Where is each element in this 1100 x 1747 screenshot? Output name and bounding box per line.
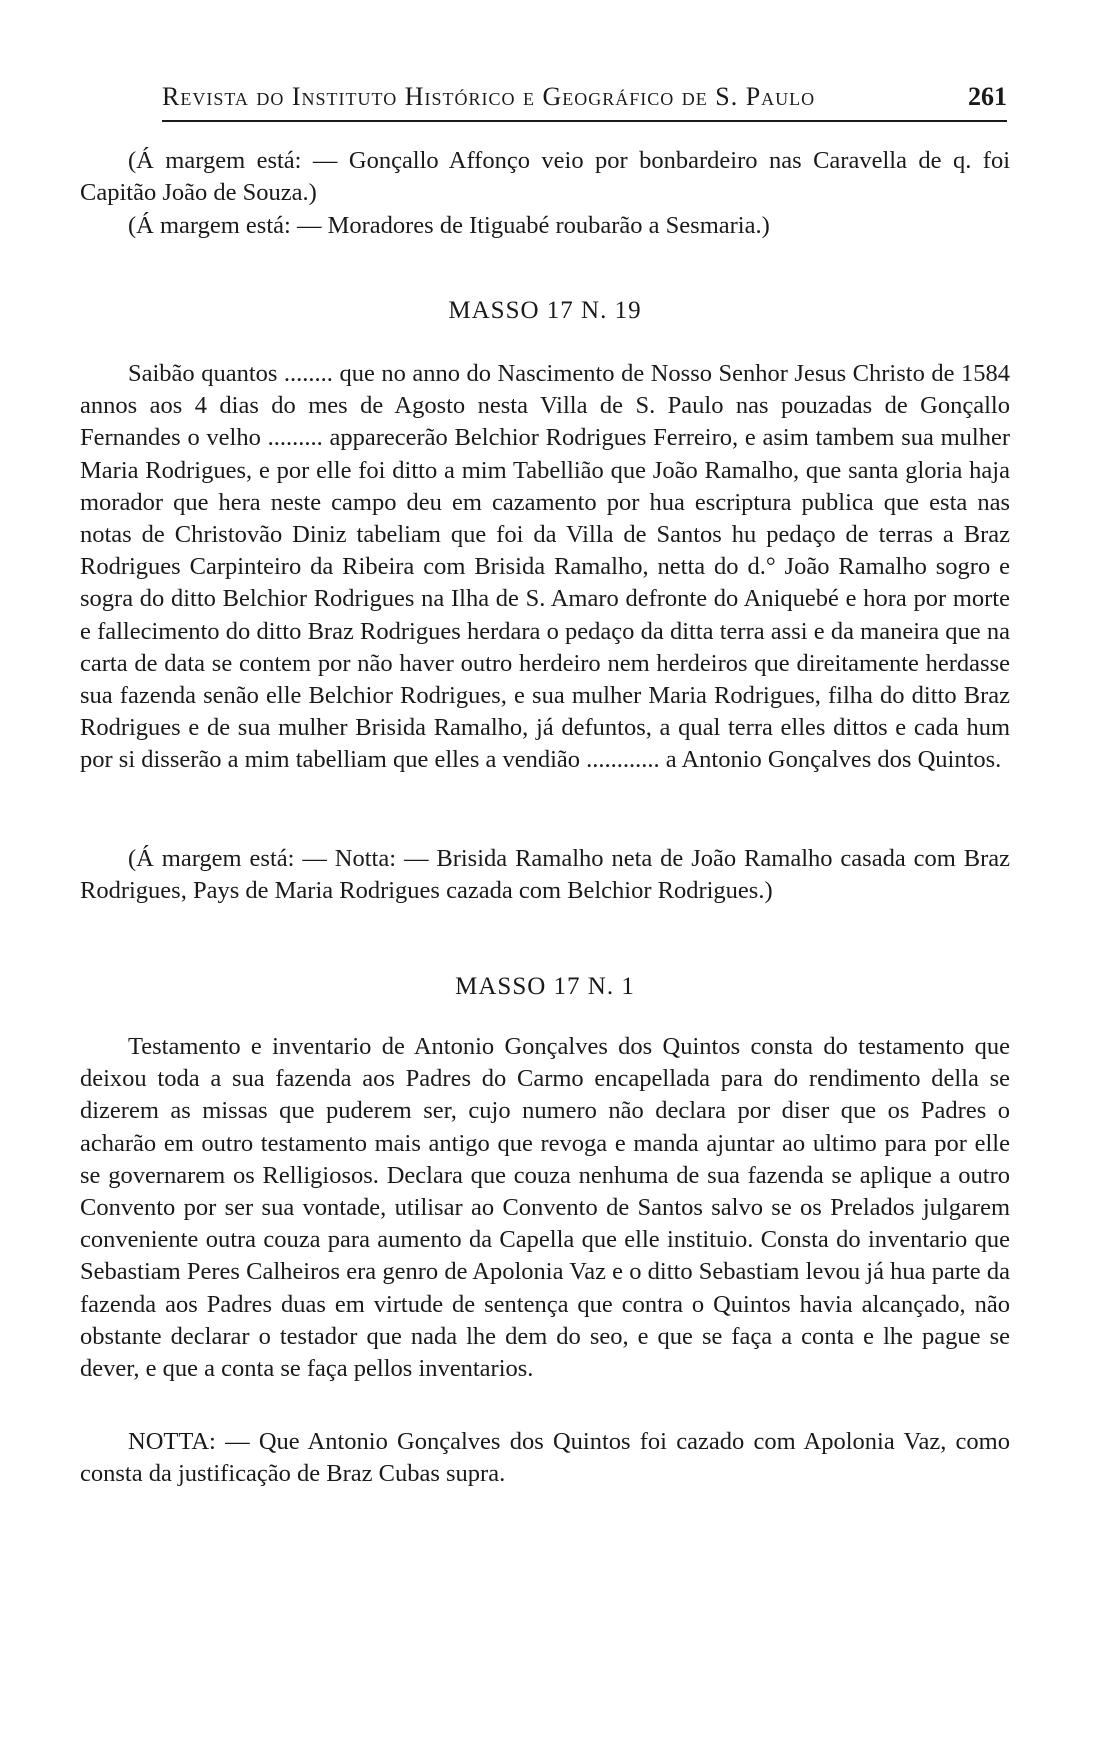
running-title: Revista do Instituto Histórico e Geográfico de S. Paulo	[162, 82, 816, 111]
body-paragraph-2: Testamento e inventario de Antonio Gonçalves dos Quintos consta do testamento que deixou toda a sua fazenda aos Padres do Carmo encapellada para do rendimento della se dizerem as missas que puderem ser, cujo numero não declara por diser que os Padres o acharão em outro testamento mais antigo que revoga e manda ajuntar ao ultimo para por elle se governarem os Relligiosos. Declara que couza nenhuma de sua fazenda se aplique a outro Convento por ser sua vontade, utilisar ao Convento de Santos salvo se os Prelados julgarem conveniente outra couza para aumento da Capella que elle instituio. Consta do inventario que Sebastiam Peres Calheiros era genro de Apolonia Vaz e o ditto Sebastiam levou já hua parte da fazenda aos Padres duas em virtude de sentença que contra o Quintos havia alcançado, não obstante declarar o testador que nada lhe dem do seo, e que se faça a conta e lhe pague se dever, e que a conta se faça pellos inventarios.	[80, 1033, 1010, 1383]
section-heading-masso-17-n-19: MASSO 17 N. 19	[448, 297, 642, 324]
header-rule	[162, 120, 1007, 122]
margin-note-1: (Á margem está: — Gonçallo Affonço veio por bonbardeiro nas Caravella de q. foi Capitão João de Souza.)	[80, 147, 1010, 207]
margin-note-3: (Á margem está: — Notta: — Brisida Ramalho neta de João Ramalho casada com Braz Rodrigues, Pays de Maria Rodrigues cazada com Belchior Rodrigues.)	[80, 845, 1010, 905]
margin-note-2: (Á margem está: — Moradores de Itiguabé roubarão a Sesmaria.)	[128, 212, 770, 239]
running-header	[162, 82, 1007, 112]
nota-paragraph: NOTTA: — Que Antonio Gonçalves dos Quintos foi cazado com Apolonia Vaz, como consta da justificação de Braz Cubas supra.	[80, 1428, 1010, 1488]
page-number: 261	[968, 82, 1007, 111]
body-paragraph-1: Saibão quantos ........ que no anno do Nascimento de Nosso Senhor Jesus Christo de 1584 annos aos 4 dias do mes de Agosto nesta Villa de S. Paulo nas pouzadas de Gonçallo Fernandes o velho ......... apparecerão Belchior Rodrigues Ferreiro, e asim tambem sua mulher Maria Rodrigues, e por elle foi ditto a mim Tabellião que João Ramalho, que santa gloria haja morador que hera neste campo deu em cazamento por hua escriptura publica que esta nas notas de Christovão Diniz tabeliam que foi da Villa de Santos hu pedaço de terras a Braz Rodrigues Carpinteiro da Ribeira com Brisida Ramalho, netta do d.° João Ramalho sogro e sogra do ditto Belchior Rodrigues na Ilha de S. Amaro defronte do Aniquebé e hora por morte e fallecimento do ditto Braz Rodrigues herdara o pedaço da ditta terra assi e da maneira que na carta de data se contem por não haver outro herdeiro nem herdeiros que direitamente herdasse sua fazenda senão elle Belchior Rodrigues, e sua mulher Maria Rodrigues, filha do ditto Braz Rodrigues e de sua mulher Brisida Ramalho, já defuntos, a qual terra elles dittos e cada hum por si disserão a mim tabelliam que elles a vendião ............ a Antonio Gonçalves dos Quintos.	[80, 360, 1010, 774]
section-heading-masso-17-n-1: MASSO 17 N. 1	[455, 973, 635, 1000]
